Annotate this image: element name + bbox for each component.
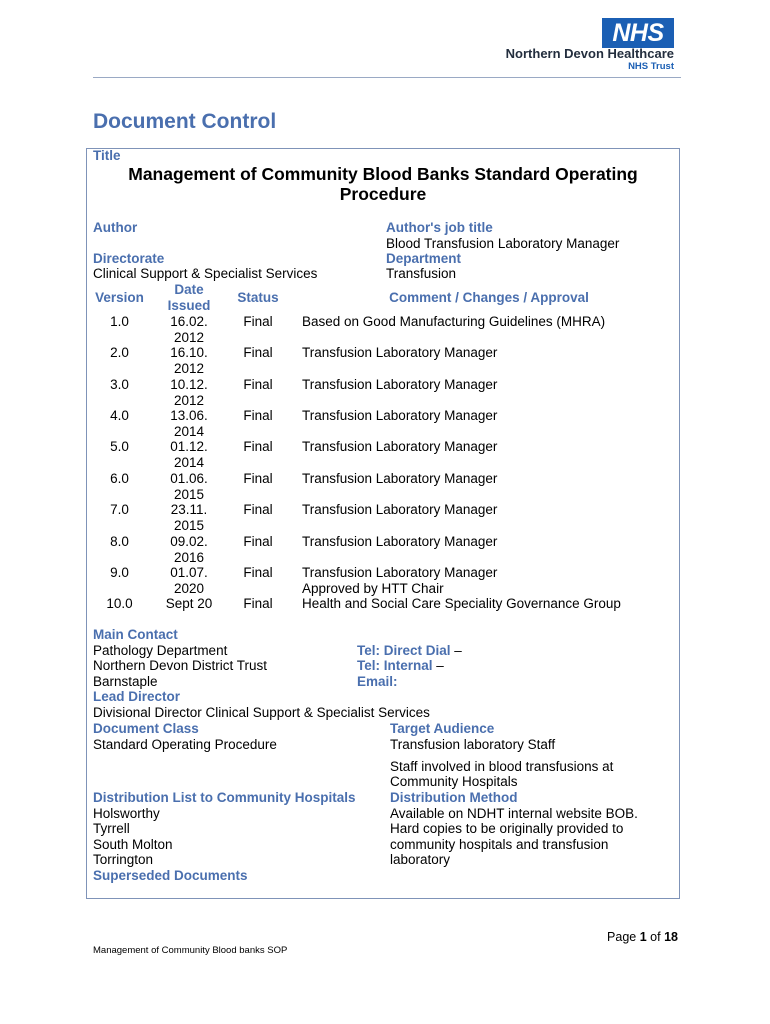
author-job-value: Blood Transfusion Laboratory Manager — [386, 236, 620, 251]
document-control-heading: Document Control — [93, 110, 277, 133]
date-cell-line-1: 01.12. — [170, 439, 208, 454]
document-class-value: Standard Operating Procedure — [93, 737, 277, 752]
nhs-logo-text: NHS — [612, 19, 664, 47]
author-job-label: Author's job title — [386, 220, 493, 235]
header-divider — [93, 77, 681, 78]
date-cell-line-1: 01.06. — [170, 471, 208, 486]
date-header-line-2: Issued — [167, 297, 211, 313]
directorate-value: Clinical Support & Specialist Services — [93, 266, 318, 281]
status-cell: Final — [243, 439, 273, 454]
tel-direct-label: Tel: Direct Dial — [357, 643, 451, 658]
date-cell-line-2: 2015 — [173, 486, 205, 502]
date-cell-line-2: 2020 — [173, 580, 205, 596]
status-cell: Final — [243, 314, 273, 329]
comment-cell-line-1: Transfusion Laboratory Manager — [302, 471, 498, 486]
main-title-line-2: Procedure — [339, 184, 427, 204]
comment-cell-line-1: Health and Social Care Speciality Governance Group — [302, 596, 621, 611]
comment-header: Comment / Changes / Approval — [389, 290, 589, 305]
superseded-documents-label: Superseded Documents — [93, 868, 248, 883]
status-cell: Final — [243, 596, 273, 611]
date-cell-line-1: Sept 20 — [165, 596, 213, 611]
version-cell: 1.0 — [110, 314, 129, 329]
department-value: Transfusion — [386, 266, 457, 281]
title-label: Title — [93, 148, 121, 163]
date-cell-line-2: 2015 — [173, 517, 205, 533]
version-cell: 4.0 — [110, 408, 129, 423]
status-cell: Final — [243, 345, 273, 360]
status-header: Status — [237, 290, 279, 305]
tel-internal-label: Tel: Internal — [357, 658, 433, 673]
comment-cell-line-1: Transfusion Laboratory Manager — [302, 502, 498, 517]
version-cell: 6.0 — [110, 471, 129, 486]
date-cell-line-2: 2012 — [173, 360, 205, 376]
date-cell-line-1: 23.11. — [170, 502, 208, 517]
date-cell-line-1: 16.10. — [170, 345, 208, 360]
directorate-label: Directorate — [93, 251, 165, 266]
comment-cell-line-1: Transfusion Laboratory Manager — [302, 534, 498, 549]
status-cell: Final — [243, 408, 273, 423]
contact-line-1: Pathology Department — [93, 643, 228, 658]
target-audience-label: Target Audience — [390, 721, 495, 736]
distribution-list-label: Distribution List to Community Hospitals — [93, 790, 356, 805]
comment-cell-line-1: Transfusion Laboratory Manager — [302, 565, 498, 580]
tel-internal — [357, 658, 444, 674]
status-cell: Final — [243, 377, 273, 392]
distribution-method-line-4: laboratory — [390, 852, 451, 867]
target-audience-line-2: Staff involved in blood transfusions at — [390, 759, 614, 774]
status-cell: Final — [243, 502, 273, 517]
version-cell: 7.0 — [110, 502, 129, 517]
version-cell: 2.0 — [110, 345, 129, 360]
status-cell: Final — [243, 565, 273, 580]
version-cell: 3.0 — [110, 377, 129, 392]
distribution-method-label: Distribution Method — [390, 790, 518, 805]
date-cell-line-2: 2014 — [173, 454, 205, 470]
target-audience-line-3: Community Hospitals — [390, 774, 518, 789]
date-cell-line-2: 2016 — [173, 549, 205, 565]
main-title-line-1: Management of Community Blood Banks Standard Operating — [128, 164, 638, 184]
contact-line-2: Northern Devon District Trust — [93, 658, 268, 673]
page-number — [607, 930, 678, 944]
comment-cell-line-1: Based on Good Manufacturing Guidelines (MHRA) — [302, 314, 606, 329]
main-title — [93, 164, 673, 204]
date-cell-line-2: 2014 — [173, 423, 205, 439]
status-cell: Final — [243, 534, 273, 549]
lead-director-value: Divisional Director Clinical Support & Specialist Services — [93, 705, 430, 720]
date-cell-line-1: 13.06. — [170, 408, 208, 423]
page-total: 18 — [664, 930, 678, 944]
tel-direct-value: – — [454, 643, 462, 658]
tel-internal-value: – — [436, 658, 444, 673]
comment-cell-line-1: Transfusion Laboratory Manager — [302, 408, 498, 423]
version-cell: 8.0 — [110, 534, 129, 549]
comment-cell-line-1: Transfusion Laboratory Manager — [302, 439, 498, 454]
date-cell-line-2: 2012 — [173, 329, 205, 345]
footer-document-name: Management of Community Blood banks SOP — [93, 945, 288, 956]
org-name: Northern Devon Healthcare — [505, 46, 674, 61]
lead-director-label: Lead Director — [93, 689, 181, 704]
date-issued-header — [150, 282, 228, 313]
page-current: 1 — [639, 930, 647, 944]
department-label: Department — [386, 251, 462, 266]
org-sub: NHS Trust — [628, 61, 674, 72]
distribution-item: Tyrrell — [93, 821, 130, 836]
comment-cell-line-1: Transfusion Laboratory Manager — [302, 345, 498, 360]
date-cell-line-2: 2012 — [173, 392, 205, 408]
document-class-label: Document Class — [93, 721, 199, 736]
distribution-method-line-3: community hospitals and transfusion — [390, 837, 609, 852]
comment-cell-line-1: Transfusion Laboratory Manager — [302, 377, 498, 392]
nhs-logo — [602, 18, 674, 48]
date-cell-line-1: 01.07. — [170, 565, 208, 580]
date-cell-line-1: 10.12. — [170, 377, 208, 392]
distribution-item: Holsworthy — [93, 806, 160, 821]
distribution-method-line-1: Available on NDHT internal website BOB. — [390, 806, 638, 821]
contact-line-3: Barnstaple — [93, 674, 158, 689]
tel-direct — [357, 643, 462, 659]
distribution-method-line-2: Hard copies to be originally provided to — [390, 821, 624, 836]
version-cell: 10.0 — [106, 596, 133, 611]
version-cell: 9.0 — [110, 565, 129, 580]
distribution-item: Torrington — [93, 852, 154, 867]
version-header: Version — [95, 290, 144, 305]
main-contact-label: Main Contact — [93, 627, 178, 642]
author-label: Author — [93, 220, 138, 235]
comment-cell-line-2: Approved by HTT Chair — [302, 580, 444, 596]
date-cell-line-1: 16.02. — [170, 314, 208, 329]
date-cell-line-1: 09.02. — [170, 534, 208, 549]
target-audience-line-1: Transfusion laboratory Staff — [390, 737, 556, 752]
distribution-item: South Molton — [93, 837, 173, 852]
version-cell: 5.0 — [110, 439, 129, 454]
status-cell: Final — [243, 471, 273, 486]
page-prefix: Page — [607, 930, 637, 944]
page-of: of — [650, 930, 661, 944]
email-label: Email: — [357, 674, 398, 689]
date-header-line-1: Date — [174, 282, 204, 297]
